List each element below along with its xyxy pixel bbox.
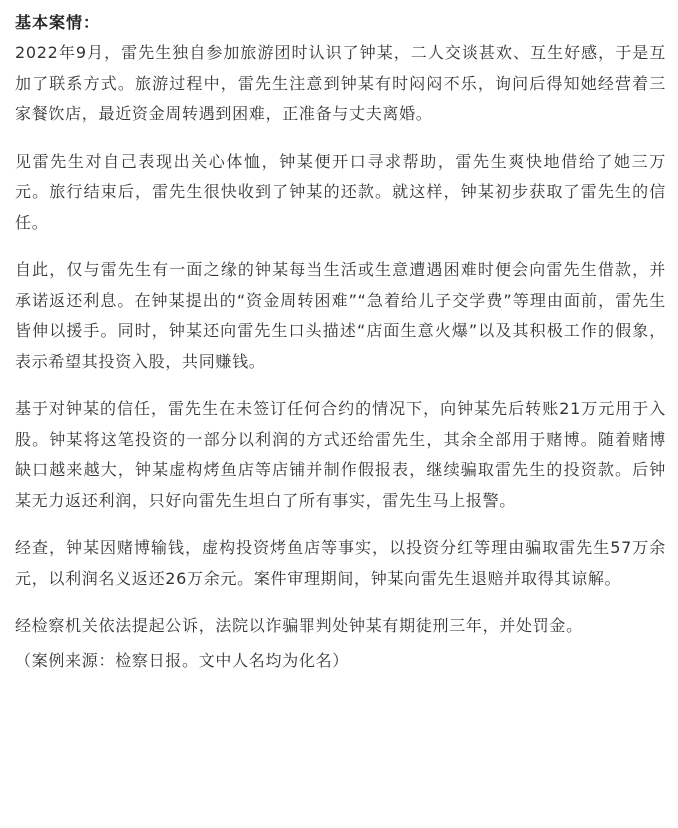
- case-source-note: （案例来源：检察日报。文中人名均为化名）: [15, 650, 350, 670]
- paragraph-2: 见雷先生对自己表现出关心体恤，钟某便开口寻求帮助，雷先生爽快地借给了她三万元。旅行结束后，雷先生很快收到了钟某的还款。就这样，钟某初步获取了雷先生的信任。: [15, 151, 666, 232]
- paragraph-3: 自此，仅与雷先生有一面之缘的钟某每当生活或生意遭遇困难时便会向雷先生借款，并承诺返还利息。在钟某提出的“资金周转困难”“急着给儿子交学费”等理由面前，雷先生皆伸以援手。同时，钟某还向雷先生口头描述“店面生意火爆”以及其积极工作的假象，表示希望其投资入股，共同赚钱。: [15, 260, 666, 371]
- paragraph-1: 2022年9月，雷先生独自参加旅游团时认识了钟某，二人交谈甚欢、互生好感，于是互加了联系方式。旅游过程中，雷先生注意到钟某有时闷闷不乐，询问后得知她经营着三家餐饮店，最近资金周转遇到困难，正准备与丈夫离婚。: [15, 43, 666, 123]
- section-heading: 基本案情：: [15, 13, 101, 32]
- paragraph-4: 基于对钟某的信任，雷先生在未签订任何合约的情况下，向钟某先后转账21万元用于入股。钟某将这笔投资的一部分以利润的方式还给雷先生，其余全部用于赌博。随着赌博缺口越来越大，钟某虚构烤鱼店等店铺并制作假报表，继续骗取雷先生的投资款。后钟某无力返还利润，只好向雷先生坦白了所有事实，雷先生马上报警。: [15, 399, 666, 510]
- paragraph-5: 经查，钟某因赌博输钱，虚构投资烤鱼店等事实，以投资分红等理由骗取雷先生57万余元，以利润名义返还26万余元。案件审理期间，钟某向雷先生退赔并取得其谅解。: [15, 538, 666, 588]
- paragraph-6: 经检察机关依法提起公诉，法院以诈骗罪判处钟某有期徒刑三年，并处罚金。: [15, 616, 583, 635]
